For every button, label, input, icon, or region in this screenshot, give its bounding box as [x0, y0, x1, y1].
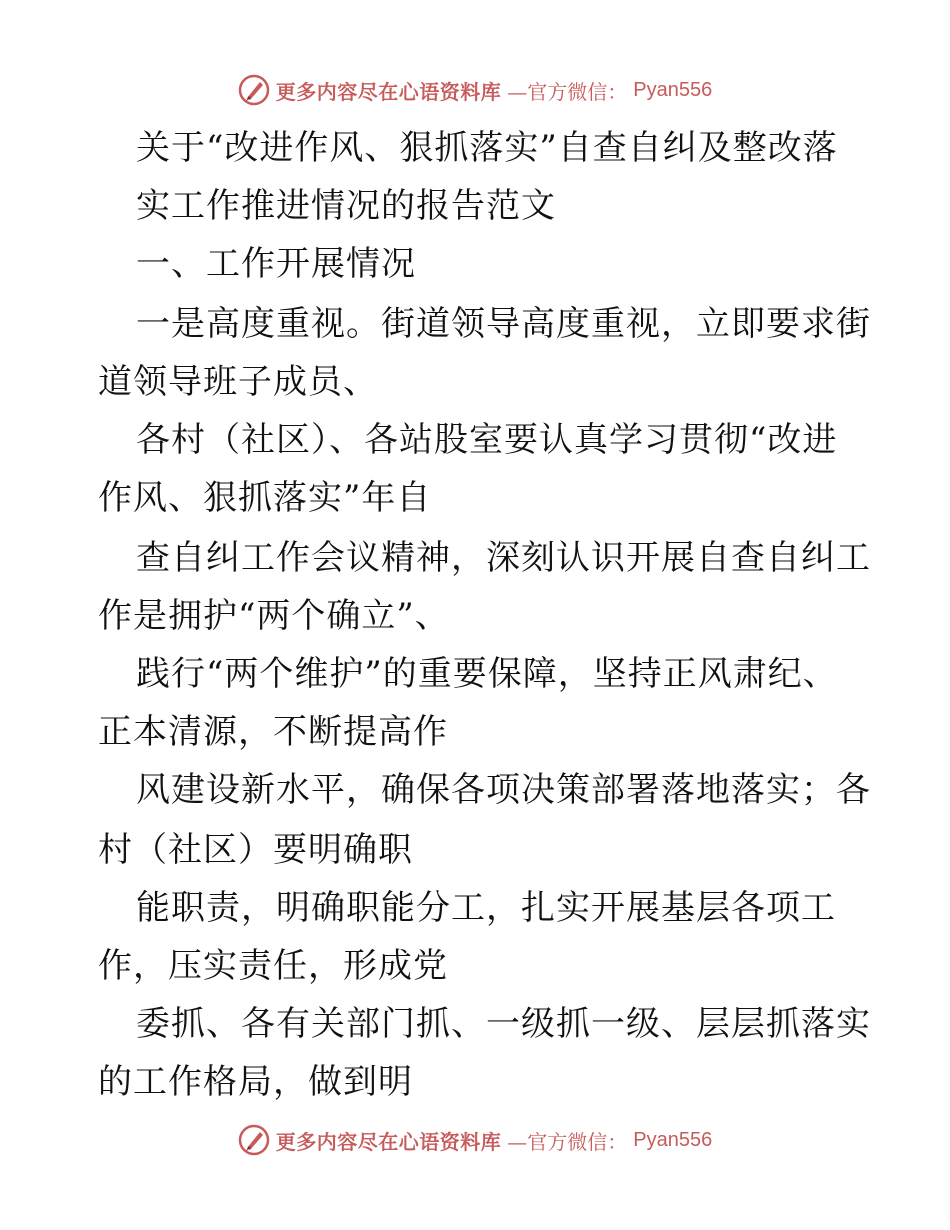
header-wechat-id: Pyan556	[633, 78, 713, 101]
paragraph-line: 村（社区）要明确职	[98, 830, 413, 870]
footer-wechat-id: Pyan556	[633, 1128, 713, 1151]
footer-brand-text: 更多内容尽在心语资料库	[275, 1129, 502, 1154]
paragraph-line: 能职责，明确职能分工，扎实开展基层各项工	[136, 888, 836, 928]
paragraph-line: 风建设新水平，确保各项决策部署落地落实；各	[136, 770, 871, 810]
paragraph-line: 查自纠工作会议精神，深刻认识开展自查自纠工	[136, 538, 871, 578]
paragraph-line: 践行“两个维护”的重要保障，坚持正风肃纪、	[136, 654, 838, 694]
paragraph-line: 正本清源，不断提高作	[98, 712, 448, 752]
footer-banner	[0, 1120, 950, 1160]
section-heading: 一、工作开展情况	[136, 244, 416, 284]
paragraph-line: 委抓、各有关部门抓、一级抓一级、层层抓落实	[136, 1004, 871, 1044]
header-brand-text: 更多内容尽在心语资料库	[275, 79, 502, 104]
quill-pen-logo-icon	[238, 74, 270, 106]
paragraph-line: 道领导班子成员、	[98, 362, 378, 402]
header-banner	[0, 70, 950, 110]
paragraph-line: 作是拥护“两个确立”、	[98, 596, 450, 636]
paragraph-line: 的工作格局，做到明	[98, 1062, 413, 1102]
quill-pen-logo-icon	[238, 1124, 270, 1156]
paragraph-line: 一是高度重视。街道领导高度重视，立即要求街	[136, 304, 871, 344]
paragraph-line: 作风、狠抓落实”年自	[98, 478, 432, 518]
footer-official-label: —官方微信：	[507, 1129, 628, 1154]
paragraph-line: 各村（社区）、各站股室要认真学习贯彻“改进	[136, 420, 838, 460]
doc-title-line-1: 关于“改进作风、狠抓落实”自查自纠及整改落	[136, 128, 838, 168]
doc-title-line-2: 实工作推进情况的报告范文	[136, 186, 556, 226]
paragraph-line: 作，压实责任，形成党	[98, 946, 448, 986]
header-official-label: —官方微信：	[507, 79, 628, 104]
